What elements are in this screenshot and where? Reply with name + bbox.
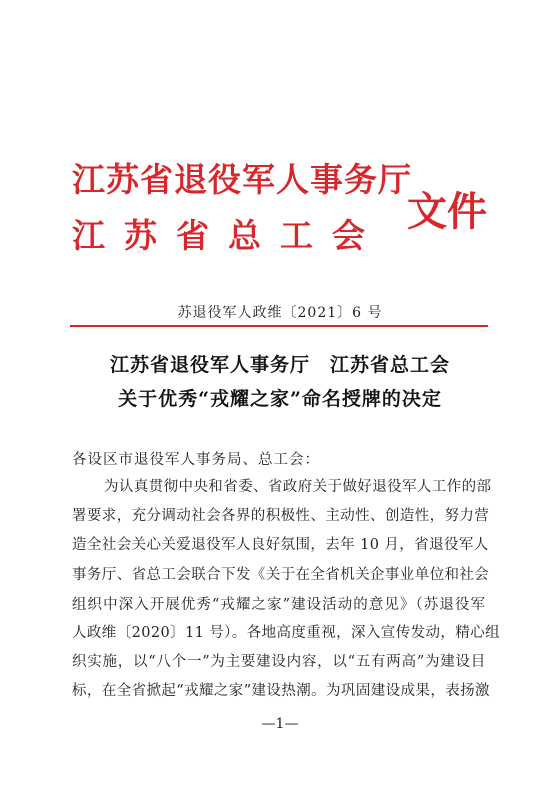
document-header bbox=[72, 150, 492, 280]
body-line: 事务厅、省总工会联合下发《关于在全省机关企事业单位和社会 bbox=[72, 567, 490, 583]
body-line: 署要求，充分调动社会各界的积极性、主动性、创造性，努力营 bbox=[72, 508, 490, 524]
document-title-line-2: 关于优秀“戎耀之家”命名授牌的决定 bbox=[118, 388, 442, 410]
document-type-label: 文件 bbox=[407, 188, 487, 235]
body-line: 标，在全省掀起“戎耀之家”建设热潮。为巩固建设成果，表扬激 bbox=[72, 683, 490, 699]
body-line: 人政维〔2020〕11 号）。各地高度重视，深入宣传发动，精心组 bbox=[72, 625, 501, 641]
issuer-name-veterans-department: 江苏省退役军人事务厅 bbox=[72, 160, 412, 199]
body-line: 织实施，以“八个一”为主要建设内容，以“五有两高”为建设目 bbox=[72, 654, 486, 670]
page-number: —1— bbox=[261, 716, 299, 732]
header-divider bbox=[70, 325, 488, 327]
body-line: 组织中深入开展优秀“戎耀之家”建设活动的意见》（苏退役军 bbox=[72, 597, 486, 613]
issuer-name-trade-union: 江苏省总工会 bbox=[72, 216, 384, 255]
salutation: 各设区市退役军人事务局、总工会： bbox=[72, 452, 320, 468]
document-title-line-1: 江苏省退役军人事务厅 江苏省总工会 bbox=[109, 354, 450, 376]
document-number: 苏退役军人政维〔2021〕6 号 bbox=[177, 305, 383, 321]
body-line: 造全社会关心关爱退役军人良好氛围，去年 10 月，省退役军人 bbox=[72, 537, 489, 553]
body-line: 为认真贯彻中央和省委、省政府关于做好退役军人工作的部 bbox=[104, 479, 492, 495]
